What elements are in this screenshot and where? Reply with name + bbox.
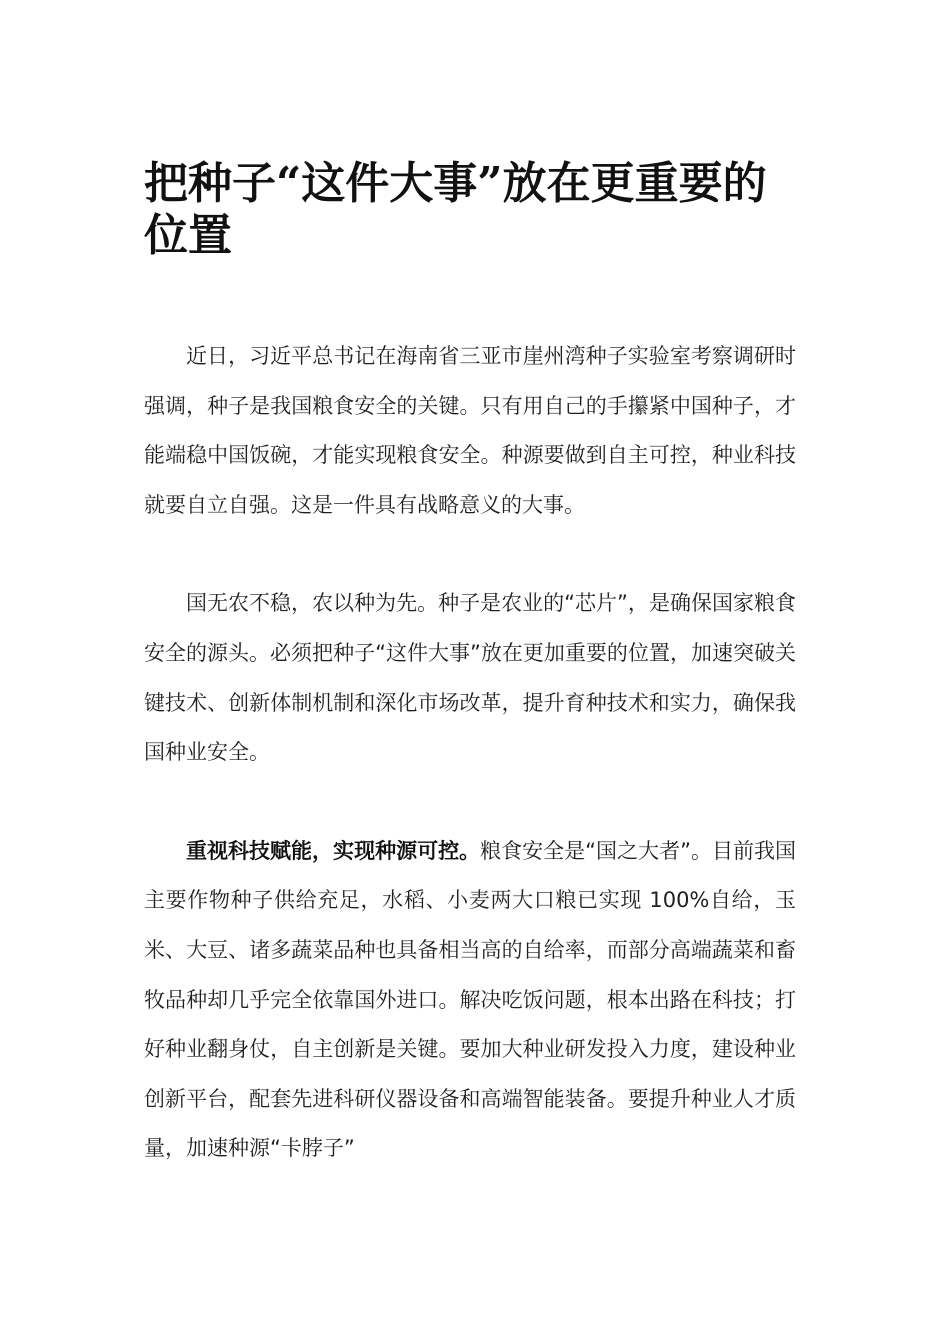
paragraph-2 <box>144 579 796 777</box>
paragraph-1 <box>144 332 796 530</box>
paragraph-3-text: 粮食安全是“国之大者”。目前我国主要作物种子供给充足，水稻、小麦两大口粮已实现 100%自给，玉米、大豆、诸多蔬菜品种也具备相当高的自给率，而部分高端蔬菜和畜牧品种却几乎完全依靠国外进口。解决吃饭问题，根本出路在科技；打好种业翻身仗，自主创新是关键。要加大种业研发投入力度，建设种业创新平台，配套先进科研仪器设备和高端智能装备。要提升种业人才质量，加速种源“卡脖子” <box>144 838 797 1161</box>
document-page <box>144 158 796 1223</box>
article-title: 把种子“这件大事”放在更重要的位置 <box>144 158 767 261</box>
paragraph-3 <box>144 827 796 1174</box>
paragraph-2-text: 国无农不稳，农以种为先。种子是农业的“芯片”，是确保国家粮食安全的源头。必须把种子“这件大事”放在更加重要的位置，加速突破关键技术、创新体制机制和深化市场改革，提升育种技术和实力，确保我国种业安全。 <box>144 591 796 765</box>
paragraph-3-lead: 重视科技赋能，实现种源可控。 <box>186 838 481 863</box>
paragraph-1-text: 近日，习近平总书记在海南省三亚市崖州湾种子实验室考察调研时强调，种子是我国粮食安全的关键。只有用自己的手攥紧中国种子，才能端稳中国饭碗，才能实现粮食安全。种源要做到自主可控，种业科技就要自立自强。这是一件具有战略意义的大事。 <box>144 344 796 517</box>
